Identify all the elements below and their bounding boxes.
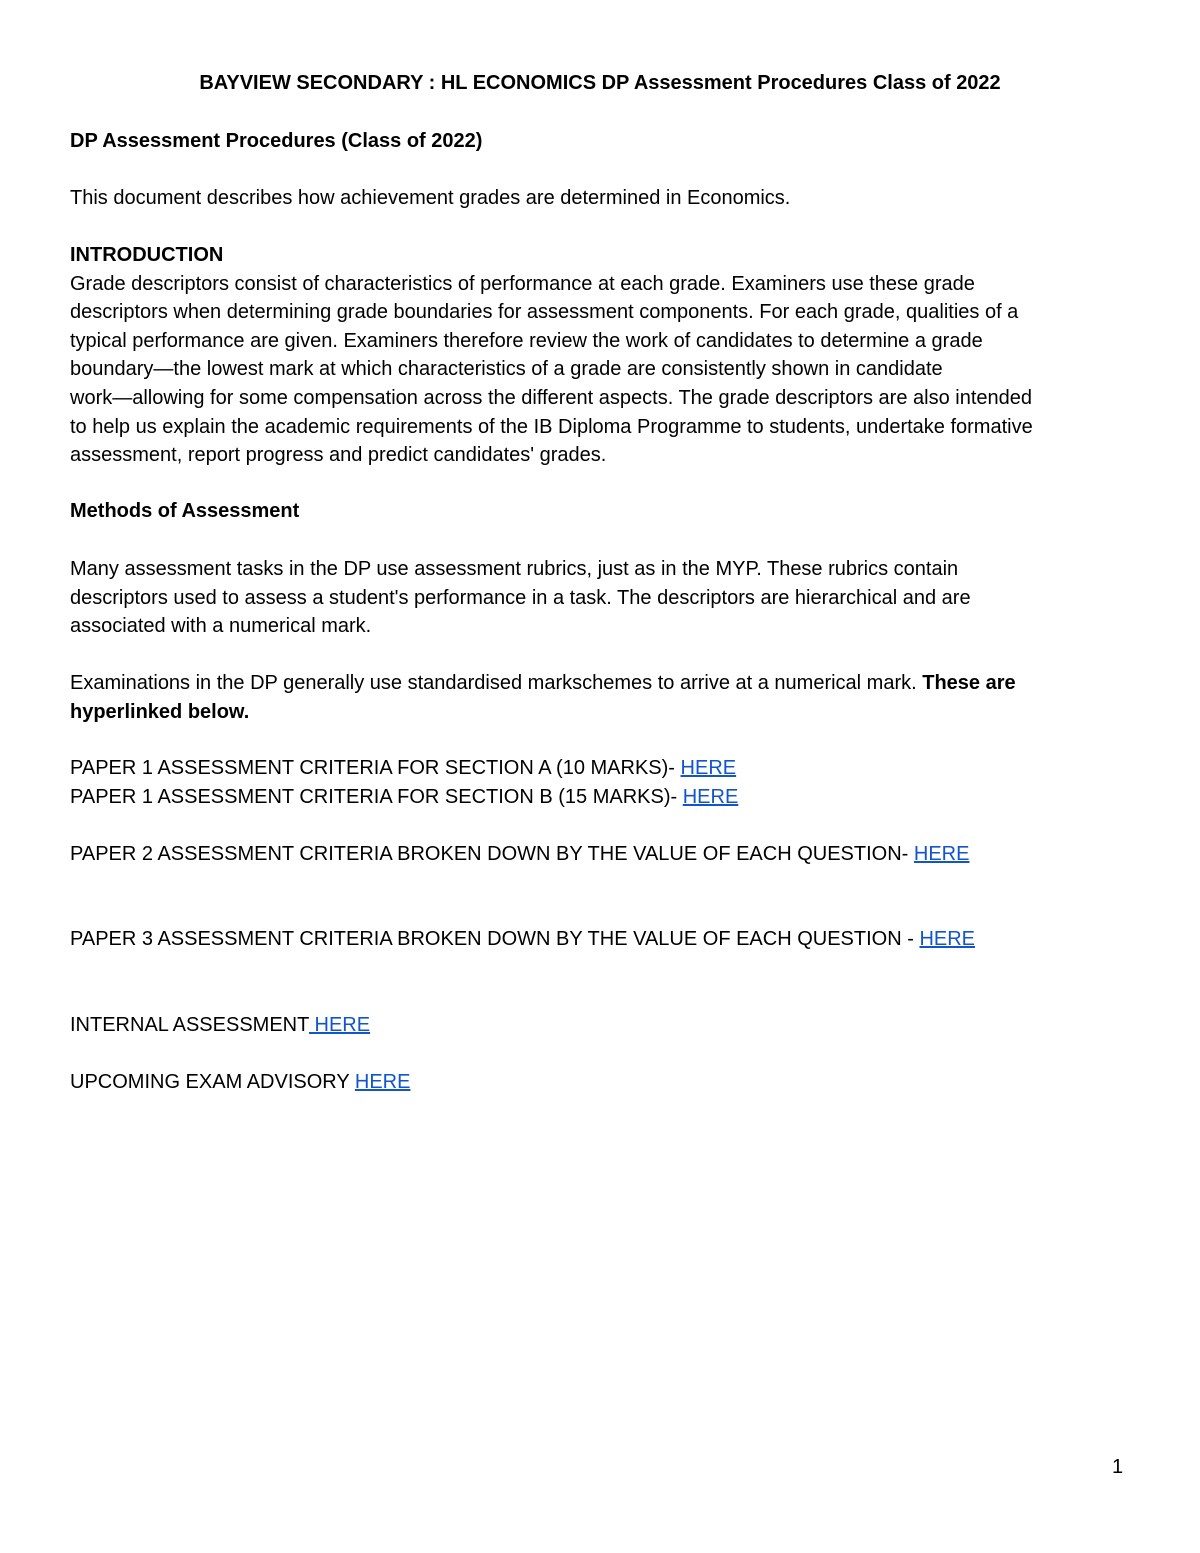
introduction-line: boundary—the lowest mark at which characteristics of a grade are consistently shown in candidate [70, 358, 943, 381]
paper1-section-a-link[interactable]: HERE [680, 757, 737, 779]
paper1-section-a-label: PAPER 1 ASSESSMENT CRITERIA FOR SECTION A (10 MARKS)- [70, 757, 681, 779]
exam-advisory-row [70, 1068, 1130, 1097]
internal-assessment-row [70, 1011, 1130, 1040]
paper2-label: PAPER 2 ASSESSMENT CRITERIA BROKEN DOWN BY THE VALUE OF EACH QUESTION- [70, 843, 914, 865]
internal-assessment-label: INTERNAL ASSESSMENT [70, 1014, 309, 1036]
paper1-section-b-label: PAPER 1 ASSESSMENT CRITERIA FOR SECTION B (15 MARKS)- [70, 785, 683, 808]
exams-bold-text-continued: hyperlinked below. [70, 700, 250, 723]
internal-assessment-link[interactable]: HERE [308, 1014, 371, 1036]
methods-heading: Methods of Assessment [70, 500, 300, 522]
exams-paragraph [70, 669, 1130, 726]
exams-line-1 [70, 669, 1130, 698]
introduction-heading: INTRODUCTION [70, 244, 224, 266]
introduction-section [70, 241, 1130, 470]
rubrics-line: associated with a numerical mark. [70, 615, 372, 638]
document-header-title: BAYVIEW SECONDARY : HL ECONOMICS DP Assessment Procedures Class of 2022 [199, 72, 1001, 94]
introduction-line: typical performance are given. Examiners therefore review the work of candidates to determine a grade [70, 329, 983, 352]
paper3-label: PAPER 3 ASSESSMENT CRITERIA BROKEN DOWN BY THE VALUE OF EACH QUESTION - [70, 928, 920, 950]
rubrics-line: Many assessment tasks in the DP use assessment rubrics, just as in the MYP. These rubrics contain [70, 558, 959, 580]
rubrics-line: descriptors used to assess a student's performance in a task. The descriptors are hierarchical and are [70, 586, 971, 609]
paper1-section-b-row [70, 783, 1130, 812]
exams-bold-text: These are [922, 672, 1016, 694]
paper2-row [70, 840, 1130, 869]
introduction-line: to help us explain the academic requirements of the IB Diploma Programme to students, undertake formative [70, 415, 1033, 438]
introduction-line: descriptors when determining grade boundaries for assessment components. For each grade, qualities of a [70, 301, 1019, 324]
paper2-link[interactable]: HERE [913, 843, 970, 865]
paper1-section-b-link[interactable]: HERE [682, 785, 739, 808]
introduction-line: Grade descriptors consist of characteristics of performance at each grade. Examiners use these grade [70, 272, 975, 295]
paper3-link[interactable]: HERE [919, 928, 976, 950]
paper3-row [70, 925, 1130, 954]
paper1-section-a-row [70, 754, 1130, 783]
exam-advisory-label: UPCOMING EXAM ADVISORY [70, 1071, 355, 1093]
exam-advisory-link[interactable]: HERE [354, 1071, 411, 1093]
paper1-links [70, 754, 1130, 811]
section-title: DP Assessment Procedures (Class of 2022) [70, 130, 483, 152]
exams-text: Examinations in the DP generally use standardised markschemes to arrive at a numerical mark. [70, 672, 923, 694]
introduction-line: assessment, report progress and predict candidates' grades. [70, 444, 607, 467]
introduction-line: work—allowing for some compensation across the different aspects. The grade descriptors are also intended [70, 386, 1032, 409]
rubrics-paragraph [70, 555, 1130, 641]
intro-sentence: This document describes how achievement grades are determined in Economics. [70, 187, 791, 209]
page-number: 1 [1112, 1456, 1124, 1478]
